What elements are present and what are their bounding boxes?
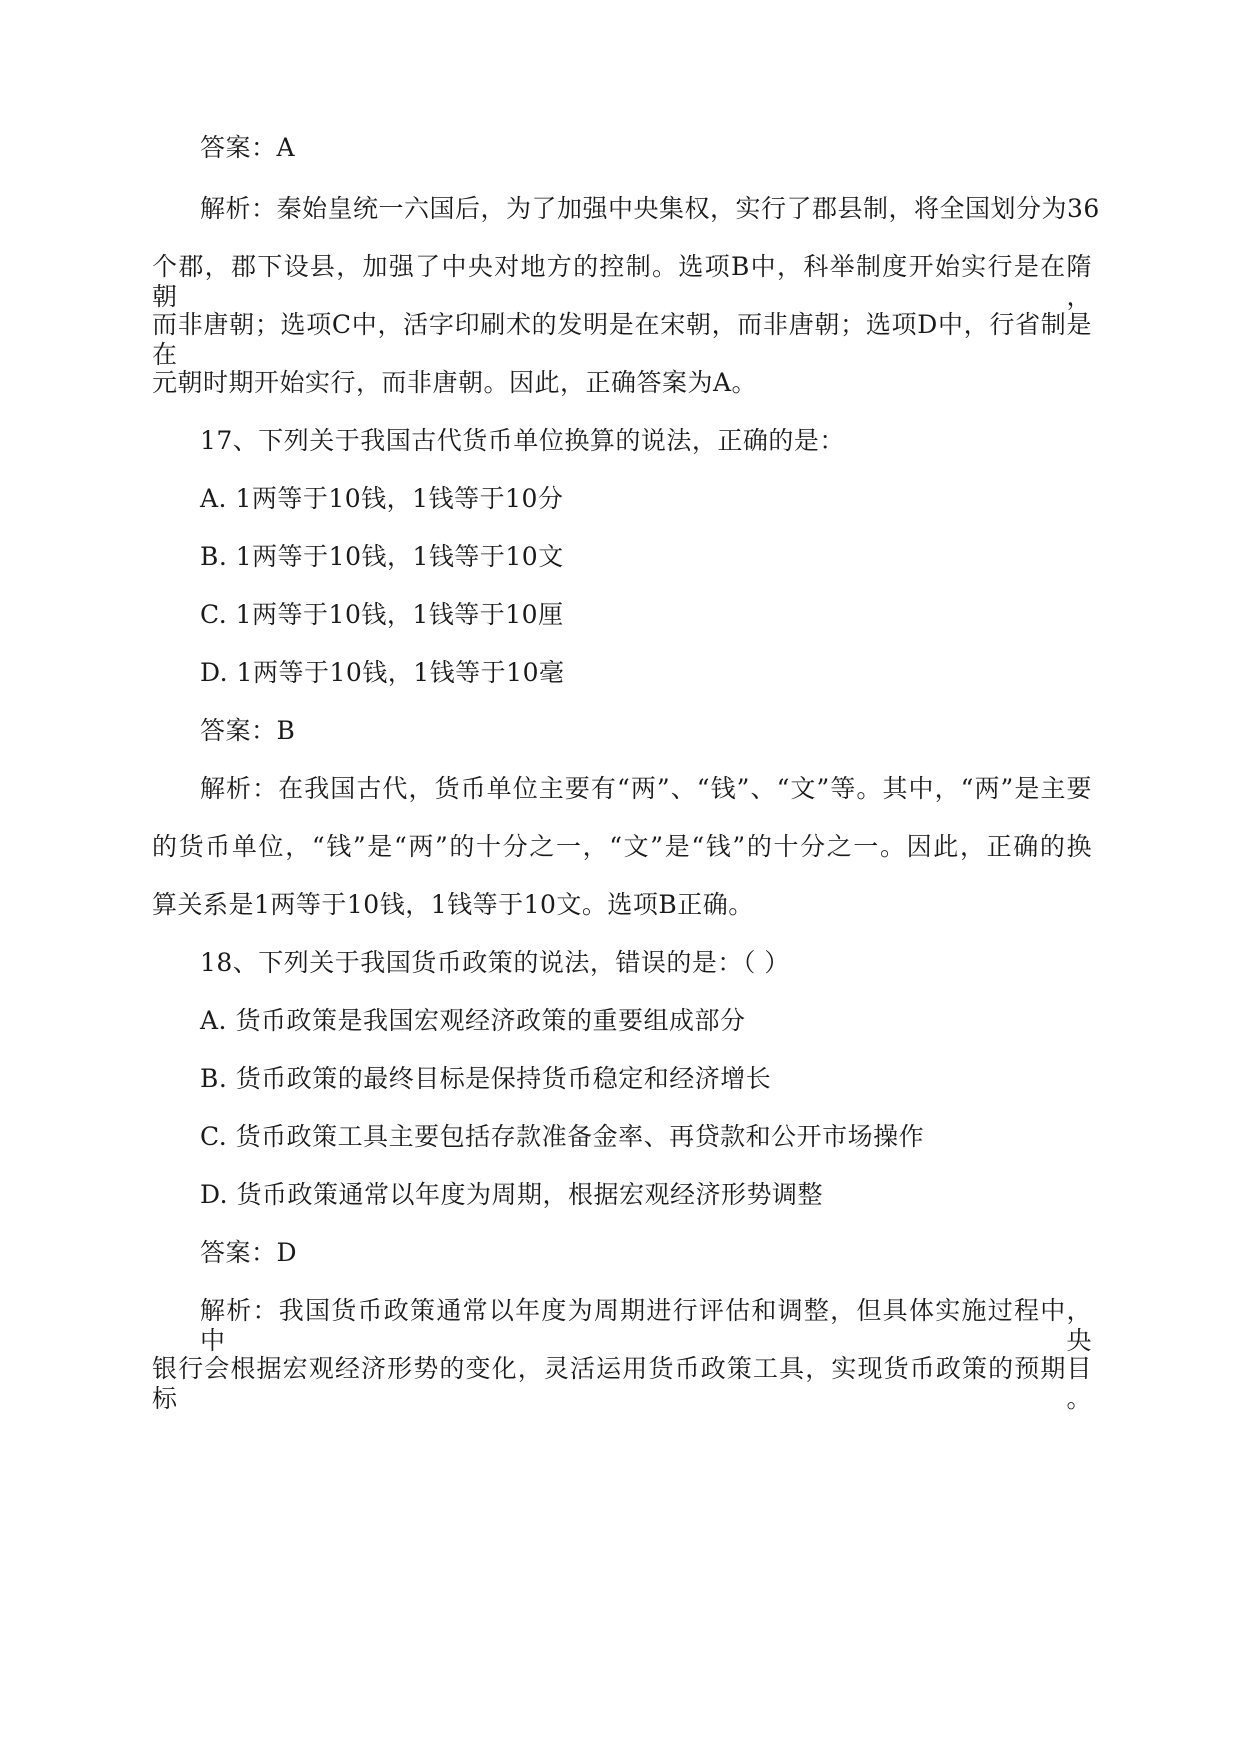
q18-answer: 答案：D (200, 1238, 298, 1267)
q18-option-d: D. 货币政策通常以年度为周期，根据宏观经济形势调整 (200, 1180, 824, 1209)
q17-option-c: C. 1两等于10钱，1钱等于10厘 (200, 600, 564, 629)
q17-option-b: B. 1两等于10钱，1钱等于10文 (200, 542, 564, 571)
q18-option-b: B. 货币政策的最终目标是保持货币稳定和经济增长 (200, 1064, 772, 1093)
q17-analysis-line-1: 解析：在我国古代，货币单位主要有“两”、“钱”、“文”等。其中，“两”是主要 (200, 774, 1092, 803)
q16-analysis-line-1: 解析：秦始皇统一六国后，为了加强中央集权，实行了郡县制，将全国划分为36 (200, 194, 1100, 223)
q17-answer: 答案：B (200, 716, 296, 745)
q18-option-c: C. 货币政策工具主要包括存款准备金率、再贷款和公开市场操作 (200, 1122, 925, 1151)
q18-option-a: A. 货币政策是我国宏观经济政策的重要组成部分 (200, 1006, 746, 1035)
q17-option-a: A. 1两等于10钱，1钱等于10分 (200, 484, 564, 513)
q18-analysis-line-2: 银行会根据宏观经济形势的变化，灵活运用货币政策工具，实现货币政策的预期目标。 (152, 1354, 1092, 1413)
q16-analysis-line-2: 个郡，郡下设县，加强了中央对地方的控制。选项B中，科举制度开始实行是在隋朝， (152, 252, 1092, 311)
q17-option-d: D. 1两等于10钱，1钱等于10毫 (200, 658, 565, 687)
q16-analysis-line-3: 而非唐朝；选项C中，活字印刷术的发明是在宋朝，而非唐朝；选项D中，行省制是在 (152, 310, 1092, 369)
q18-analysis-line-1: 解析：我国货币政策通常以年度为周期进行评估和调整，但具体实施过程中，中央 (200, 1296, 1092, 1355)
q17-analysis-line-3: 算关系是1两等于10钱，1钱等于10文。选项B正确。 (152, 890, 754, 919)
q16-analysis-line-4: 元朝时期开始实行，而非唐朝。因此，正确答案为A。 (152, 368, 758, 397)
q17-analysis-line-2: 的货币单位，“钱”是“两”的十分之一，“文”是“钱”的十分之一。因此，正确的换 (152, 832, 1092, 861)
q18-question: 18、下列关于我国货币政策的说法，错误的是：（ ） (200, 948, 790, 977)
q16-answer: 答案：A (200, 133, 296, 162)
q17-question: 17、下列关于我国古代货币单位换算的说法，正确的是： (200, 426, 845, 455)
